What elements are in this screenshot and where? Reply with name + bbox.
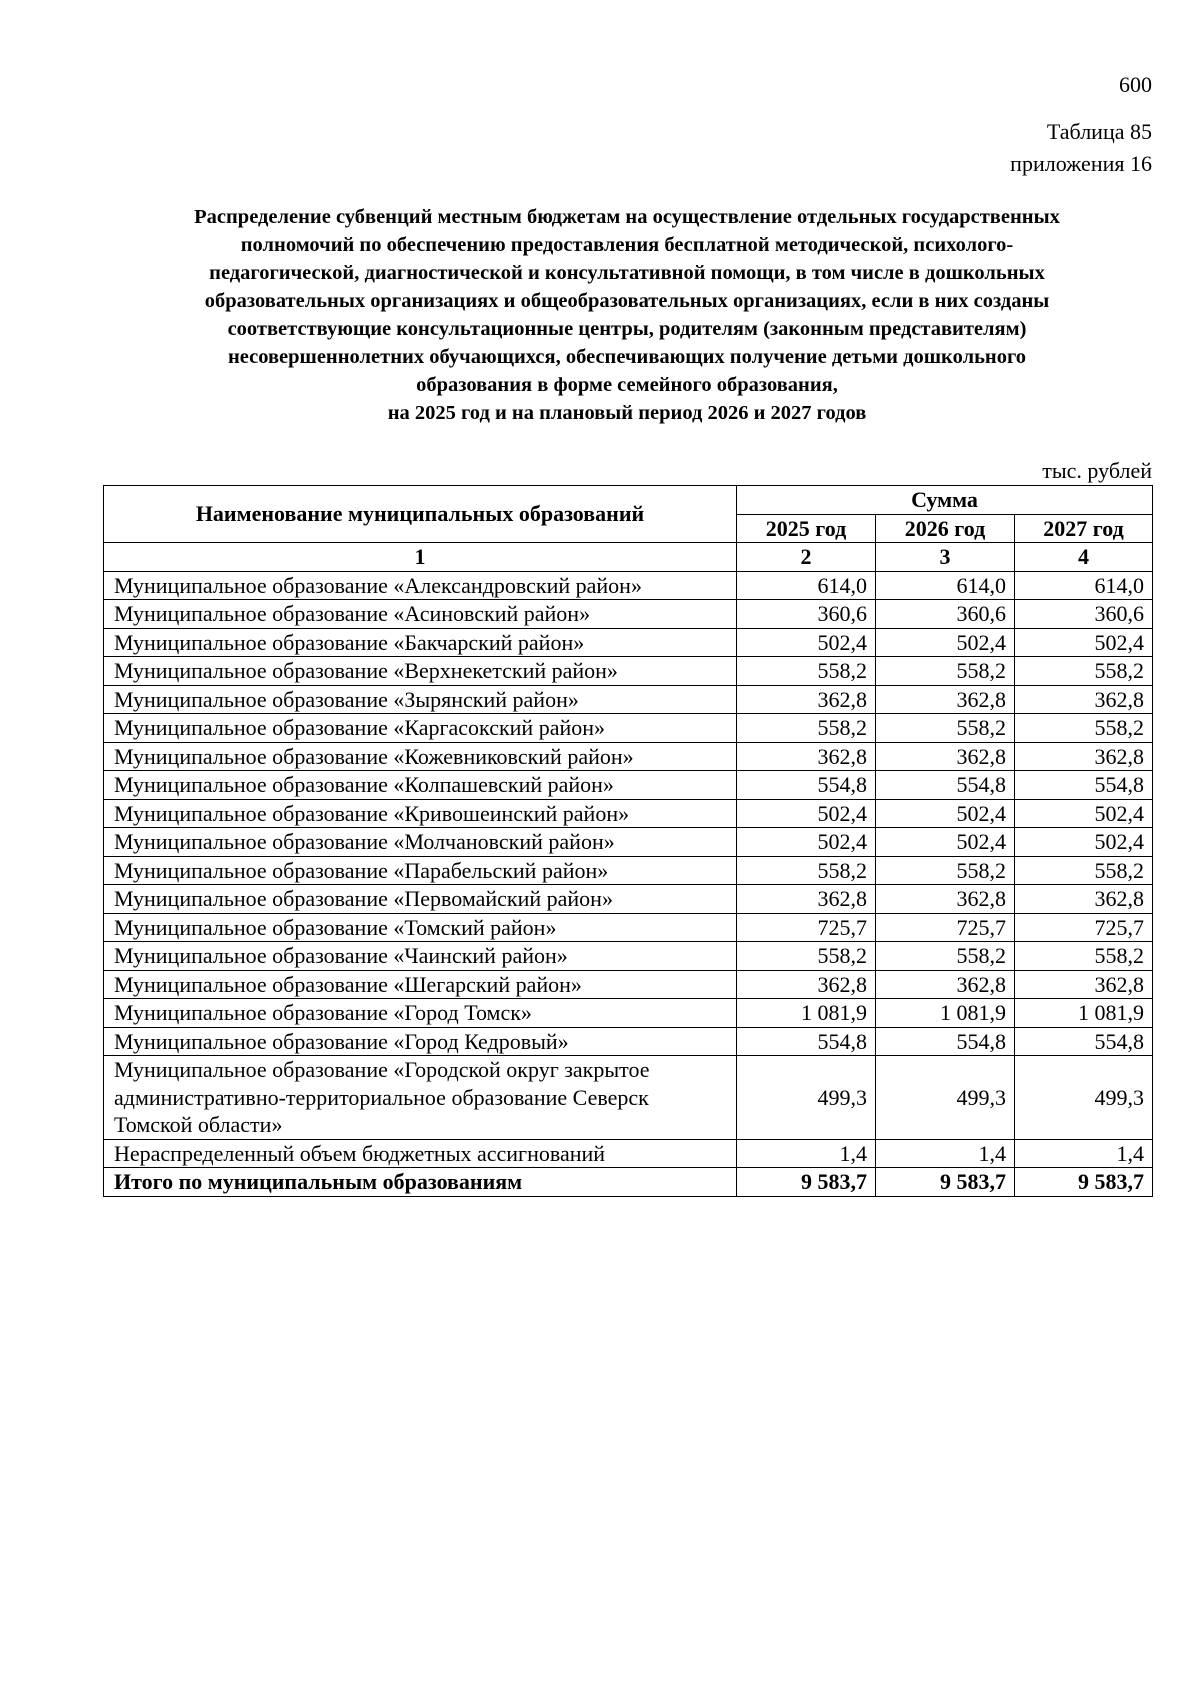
amount-2026: 558,2: [876, 942, 1015, 971]
amount-2026: 362,8: [876, 742, 1015, 771]
amount-2025: 1 081,9: [737, 999, 876, 1028]
title-line: несовершеннолетних обучающихся, обеспечивающих получение детьми дошкольного: [227, 346, 1027, 368]
table-row: [104, 657, 1153, 686]
amount-2025: 362,8: [737, 970, 876, 999]
amount-2026: 1 081,9: [876, 999, 1015, 1028]
amount-2026: 502,4: [876, 628, 1015, 657]
amount-2027: 362,8: [1015, 685, 1153, 714]
amount-2026: 362,8: [876, 685, 1015, 714]
title-line: на 2025 год и на плановый период 2026 и 2027 годов: [387, 402, 867, 424]
units-label: тыс. рублей: [1042, 458, 1152, 483]
amount-2025: 362,8: [737, 885, 876, 914]
municipality-name: Муниципальное образование «Первомайский район»: [104, 885, 737, 914]
amount-2026: 502,4: [876, 799, 1015, 828]
amount-2026: 554,8: [876, 771, 1015, 800]
table-reference: [1010, 116, 1152, 180]
municipality-name: Муниципальное образование «Каргасокский район»: [104, 714, 737, 743]
table-row: [104, 771, 1153, 800]
amount-2027: 558,2: [1015, 942, 1153, 971]
table-reference-line: Таблица 85: [1046, 119, 1152, 144]
header-year-2025: 2025 год: [737, 514, 876, 543]
header-name: Наименование муниципальных образований: [104, 486, 737, 543]
amount-2027: 362,8: [1015, 885, 1153, 914]
title-line: соответствующие консультационные центры, родителям (законным представителям): [227, 318, 1027, 340]
header-year-2027: 2027 год: [1015, 514, 1153, 543]
amount-2027: 502,4: [1015, 828, 1153, 857]
amount-2027: 1 081,9: [1015, 999, 1153, 1028]
header-row: [104, 486, 1153, 515]
title-line: Распределение субвенций местным бюджетам на осуществление отдельных государственных: [194, 206, 1060, 228]
municipality-name: [104, 1056, 737, 1140]
amount-2025: 725,7: [737, 913, 876, 942]
amount-2025: 554,8: [737, 771, 876, 800]
amount-2027: 554,8: [1015, 1027, 1153, 1056]
amount-2026: 558,2: [876, 856, 1015, 885]
amount-2025: 558,2: [737, 942, 876, 971]
table-reference-line: приложения 16: [1010, 151, 1152, 176]
amount-2025: 9 583,7: [737, 1168, 876, 1197]
table-row: [104, 600, 1153, 629]
amount-2027: 558,2: [1015, 714, 1153, 743]
page-number: 600: [1119, 72, 1152, 97]
amount-2027: 360,6: [1015, 600, 1153, 629]
amount-2025: 362,8: [737, 742, 876, 771]
municipality-name: Муниципальное образование «Молчановский район»: [104, 828, 737, 857]
municipality-name: Муниципальное образование «Парабельский район»: [104, 856, 737, 885]
column-number-row: [104, 543, 1153, 572]
amount-2027: 558,2: [1015, 657, 1153, 686]
municipality-name: Муниципальное образование «Город Кедровый»: [104, 1027, 737, 1056]
municipality-name-line: Томской области»: [114, 1112, 283, 1137]
amount-2026: 554,8: [876, 1027, 1015, 1056]
table-row: [104, 799, 1153, 828]
table-row: [104, 856, 1153, 885]
amount-2027: 362,8: [1015, 970, 1153, 999]
amount-2025: 614,0: [737, 571, 876, 600]
table-row: [104, 828, 1153, 857]
table-row: [104, 999, 1153, 1028]
amount-2026: 362,8: [876, 885, 1015, 914]
column-number: 1: [104, 543, 737, 572]
header-year-2026: 2026 год: [876, 514, 1015, 543]
municipality-name: Муниципальное образование «Кривошеинский район»: [104, 799, 737, 828]
municipality-name: Муниципальное образование «Асиновский район»: [104, 600, 737, 629]
municipality-name: Муниципальное образование «Верхнекетский район»: [104, 657, 737, 686]
municipality-name: Муниципальное образование «Город Томск»: [104, 999, 737, 1028]
municipality-name: Муниципальное образование «Александровский район»: [104, 571, 737, 600]
document-title: [103, 203, 1151, 427]
unallocated-row: [104, 1139, 1153, 1168]
table-row: [104, 885, 1153, 914]
amount-2025: 502,4: [737, 828, 876, 857]
table-row: [104, 742, 1153, 771]
amount-2026: 360,6: [876, 600, 1015, 629]
subvention-table: [103, 485, 1153, 1197]
table-row: [104, 942, 1153, 971]
amount-2025: 502,4: [737, 628, 876, 657]
table-row: [104, 628, 1153, 657]
column-number: 4: [1015, 543, 1153, 572]
amount-2025: 558,2: [737, 657, 876, 686]
table-row: [104, 1027, 1153, 1056]
header-sum: Сумма: [737, 486, 1153, 515]
total-row: [104, 1168, 1153, 1197]
amount-2027: 558,2: [1015, 856, 1153, 885]
amount-2026: 9 583,7: [876, 1168, 1015, 1197]
table-row: [104, 685, 1153, 714]
amount-2027: 554,8: [1015, 771, 1153, 800]
title-line: педагогической, диагностической и консультативной помощи, в том числе в дошкольных: [209, 262, 1045, 284]
municipality-name: Муниципальное образование «Чаинский район»: [104, 942, 737, 971]
title-line: образования в форме семейного образования,: [416, 374, 838, 396]
amount-2027: 1,4: [1015, 1139, 1153, 1168]
municipality-name-line: Муниципальное образование «Городской округ закрытое: [114, 1057, 650, 1082]
amount-2025: 558,2: [737, 856, 876, 885]
amount-2026: 499,3: [876, 1056, 1015, 1140]
municipality-name: Итого по муниципальным образованиям: [104, 1168, 737, 1197]
amount-2025: 502,4: [737, 799, 876, 828]
table-row: [104, 714, 1153, 743]
amount-2025: 360,6: [737, 600, 876, 629]
amount-2026: 502,4: [876, 828, 1015, 857]
amount-2027: 499,3: [1015, 1056, 1153, 1140]
municipality-name: Муниципальное образование «Колпашевский район»: [104, 771, 737, 800]
amount-2027: 9 583,7: [1015, 1168, 1153, 1197]
column-number: 2: [737, 543, 876, 572]
amount-2027: 362,8: [1015, 742, 1153, 771]
amount-2025: 362,8: [737, 685, 876, 714]
title-line: полномочий по обеспечению предоставления бесплатной методической, психолого-: [240, 234, 1014, 256]
table-row: [104, 571, 1153, 600]
municipality-name: Муниципальное образование «Бакчарский район»: [104, 628, 737, 657]
table-row: [104, 1056, 1153, 1140]
amount-2026: 614,0: [876, 571, 1015, 600]
table-body: [104, 543, 1153, 1197]
amount-2025: 558,2: [737, 714, 876, 743]
amount-2026: 1,4: [876, 1139, 1015, 1168]
amount-2027: 502,4: [1015, 628, 1153, 657]
amount-2026: 362,8: [876, 970, 1015, 999]
amount-2025: 499,3: [737, 1056, 876, 1140]
municipality-name: Муниципальное образование «Шегарский район»: [104, 970, 737, 999]
table-row: [104, 970, 1153, 999]
amount-2027: 725,7: [1015, 913, 1153, 942]
municipality-name: Нераспределенный объем бюджетных ассигнований: [104, 1139, 737, 1168]
municipality-name: Муниципальное образование «Кожевниковский район»: [104, 742, 737, 771]
title-line: образовательных организациях и общеобразовательных организациях, если в них созданы: [204, 290, 1050, 312]
amount-2026: 558,2: [876, 657, 1015, 686]
amount-2027: 502,4: [1015, 799, 1153, 828]
table-row: [104, 913, 1153, 942]
amount-2025: 554,8: [737, 1027, 876, 1056]
amount-2026: 725,7: [876, 913, 1015, 942]
amount-2027: 614,0: [1015, 571, 1153, 600]
municipality-name: Муниципальное образование «Томский район»: [104, 913, 737, 942]
column-number: 3: [876, 543, 1015, 572]
municipality-name-line: административно-территориальное образование Северск: [114, 1084, 649, 1110]
amount-2025: 1,4: [737, 1139, 876, 1168]
municipality-name: Муниципальное образование «Зырянский район»: [104, 685, 737, 714]
amount-2026: 558,2: [876, 714, 1015, 743]
